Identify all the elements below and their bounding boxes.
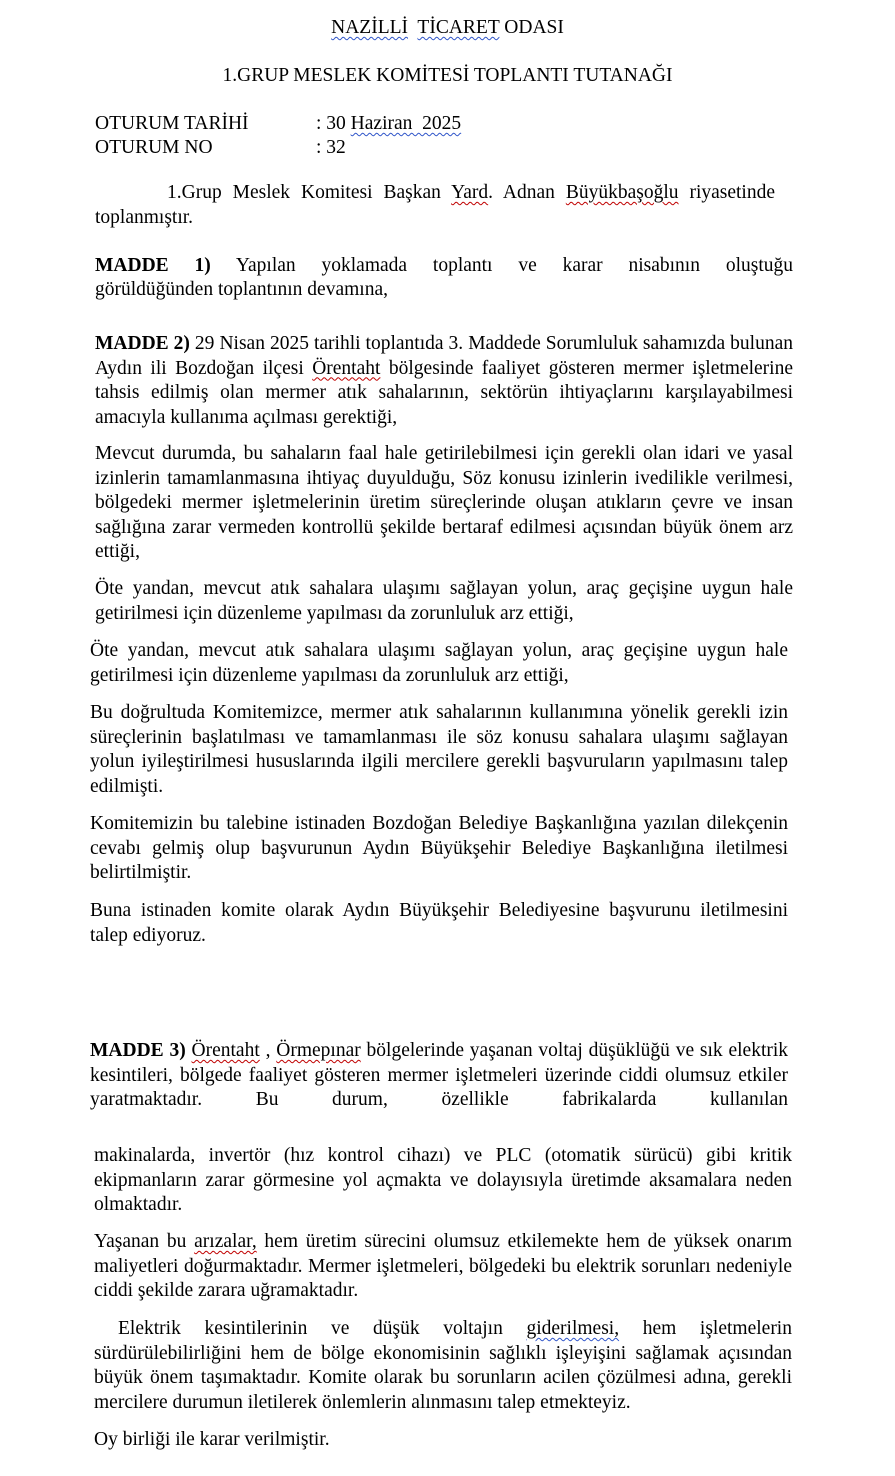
- madde-2-paragraph-1: MADDE 2) 29 Nisan 2025 tarihli toplantıda 3. Maddede Sorumluluk sahamızda bulunan Aydın ili Bozdoğan ilçesi Örentaht bölgesinde faaliyet gösteren mermer işletmelerine tahsis edilmiş olan mermer atık sahalarının, sektörün ihtiyaçlarını karşılayabilmesi amacıyla kullanıma açılması gerektiği,: [95, 333, 793, 428]
- org-name-part2: TİCARET: [417, 17, 500, 38]
- org-name-part1: NAZİLLİ: [331, 17, 409, 38]
- madde-2-paragraph-7: Buna istinaden komite olarak Aydın Büyükşehir Belediyesine başvurunu iletilmesini talep ediyoruz.: [90, 900, 788, 946]
- intro-paragraph: 1.Grup Meslek Komitesi Başkan Yard. Adnan Büyükbaşoğlu riyasetinde toplanmıştır.: [95, 182, 775, 228]
- madde-1-line2: görüldüğünden toplantının devamına,: [95, 279, 388, 300]
- madde-2-paragraph-5: Bu doğrultuda Komitemizce, mermer atık sahalarının kullanımına yönelik gerekli izin süreçlerinin başlatılması ve tamamlanması ile söz konusu sahalara ulaşımı sağlayan yolun iyileştirilmesi hususlarında ilgili mercilere gerekli başvuruların yapılmasını talep edilmişti.: [90, 702, 788, 797]
- decision-line: Oy birliği ile karar verilmiştir.: [94, 1429, 330, 1450]
- session-date-value: : 30 Haziran 2025: [316, 113, 462, 134]
- session-no-value: : 32: [316, 137, 346, 158]
- madde-2-label: MADDE 2): [95, 333, 190, 354]
- madde-3-paragraph-4: Elektrik kesintilerinin ve düşük voltajın giderilmesi, hem işletmelerin sürdürülebilirliğini hem de bölge ekonomisinin sağlıklı işleyişini sağlamak açısından büyük önem taşımaktadır. Komite olarak bu sorunların acilen çözülmesi adına, gerekli mercilere durumun iletilerek önlemlerin alınmasını talep etmekteyiz.: [94, 1318, 792, 1413]
- madde-2-paragraph-2: Mevcut durumda, bu sahaların faal hale getirilebilmesi için gerekli olan idari ve yasal izinlerin tamamlanmasına ihtiyaç duyulduğu, Söz konusu izinlerin ivedilikle verilmesi, bölgedeki mermer işletmelerinin üretim süreçlerinde oluşan atıkların çevre ve insan sağlığına zarar vermeden kontrollü şekilde bertaraf edilmesi açısından büyük önem arz ettiği,: [95, 443, 793, 562]
- madde-1-label: MADDE 1): [95, 255, 211, 276]
- document-title: 1.GRUP MESLEK KOMİTESİ TOPLANTI TUTANAĞI: [222, 65, 673, 86]
- madde-3-paragraph-1: MADDE 3) Örentaht , Örmepınar bölgelerinde yaşanan voltaj düşüklüğü ve sık elektrik kesintileri, bölgede faaliyet gösteren mermer işletmeleri üzerinde ciddi olumsuz etkiler yaratmaktadır. Bu durum, özellikle fabrikalarda kullanılan: [90, 1040, 789, 1110]
- session-no-label: OTURUM NO: [95, 137, 213, 158]
- madde-3-paragraph-3: Yaşanan bu arızalar, hem üretim sürecini olumsuz etkilemekte hem de yüksek onarım maliyetleri doğurmaktadır. Mermer işletmeleri, bölgedeki bu elektrik sorunları nedeniyle ciddi şekilde zarara uğramaktadır.: [94, 1231, 792, 1301]
- madde-3-paragraph-2: makinalarda, invertör (hız kontrol cihazı) ve PLC (otomatik sürücü) gibi kritik ekipmanların zarar görmesine yol açmakta ve dolayısıyla üretimde aksamalara neden olmaktadır.: [94, 1145, 792, 1215]
- madde-3-label: MADDE 3): [90, 1040, 186, 1061]
- madde-2-paragraph-6: Komitemizin bu talebine istinaden Bozdoğan Belediye Başkanlığına yazılan dilekçenin cevabı gelmiş olup başvurunun Aydın Büyükşehir Belediye Başkanlığına iletilmesi belirtilmiştir.: [90, 813, 788, 883]
- madde-2-paragraph-3: Öte yandan, mevcut atık sahalara ulaşımı sağlayan yolun, araç geçişine uygun hale getirilmesi için düzenleme yapılması da zorunluluk arz ettiği,: [95, 578, 793, 624]
- org-name-part3: ODASI: [504, 17, 564, 38]
- session-date-label: OTURUM TARİHİ: [95, 113, 249, 134]
- document-header: [0, 16, 895, 41]
- madde-1-line1: MADDE 1) Yapılan yoklamada toplantı ve karar nisabının oluştuğu: [95, 255, 793, 276]
- madde-2-paragraph-4: Öte yandan, mevcut atık sahalara ulaşımı sağlayan yolun, araç geçişine uygun hale getirilmesi için düzenleme yapılması da zorunluluk arz ettiği,: [90, 640, 788, 686]
